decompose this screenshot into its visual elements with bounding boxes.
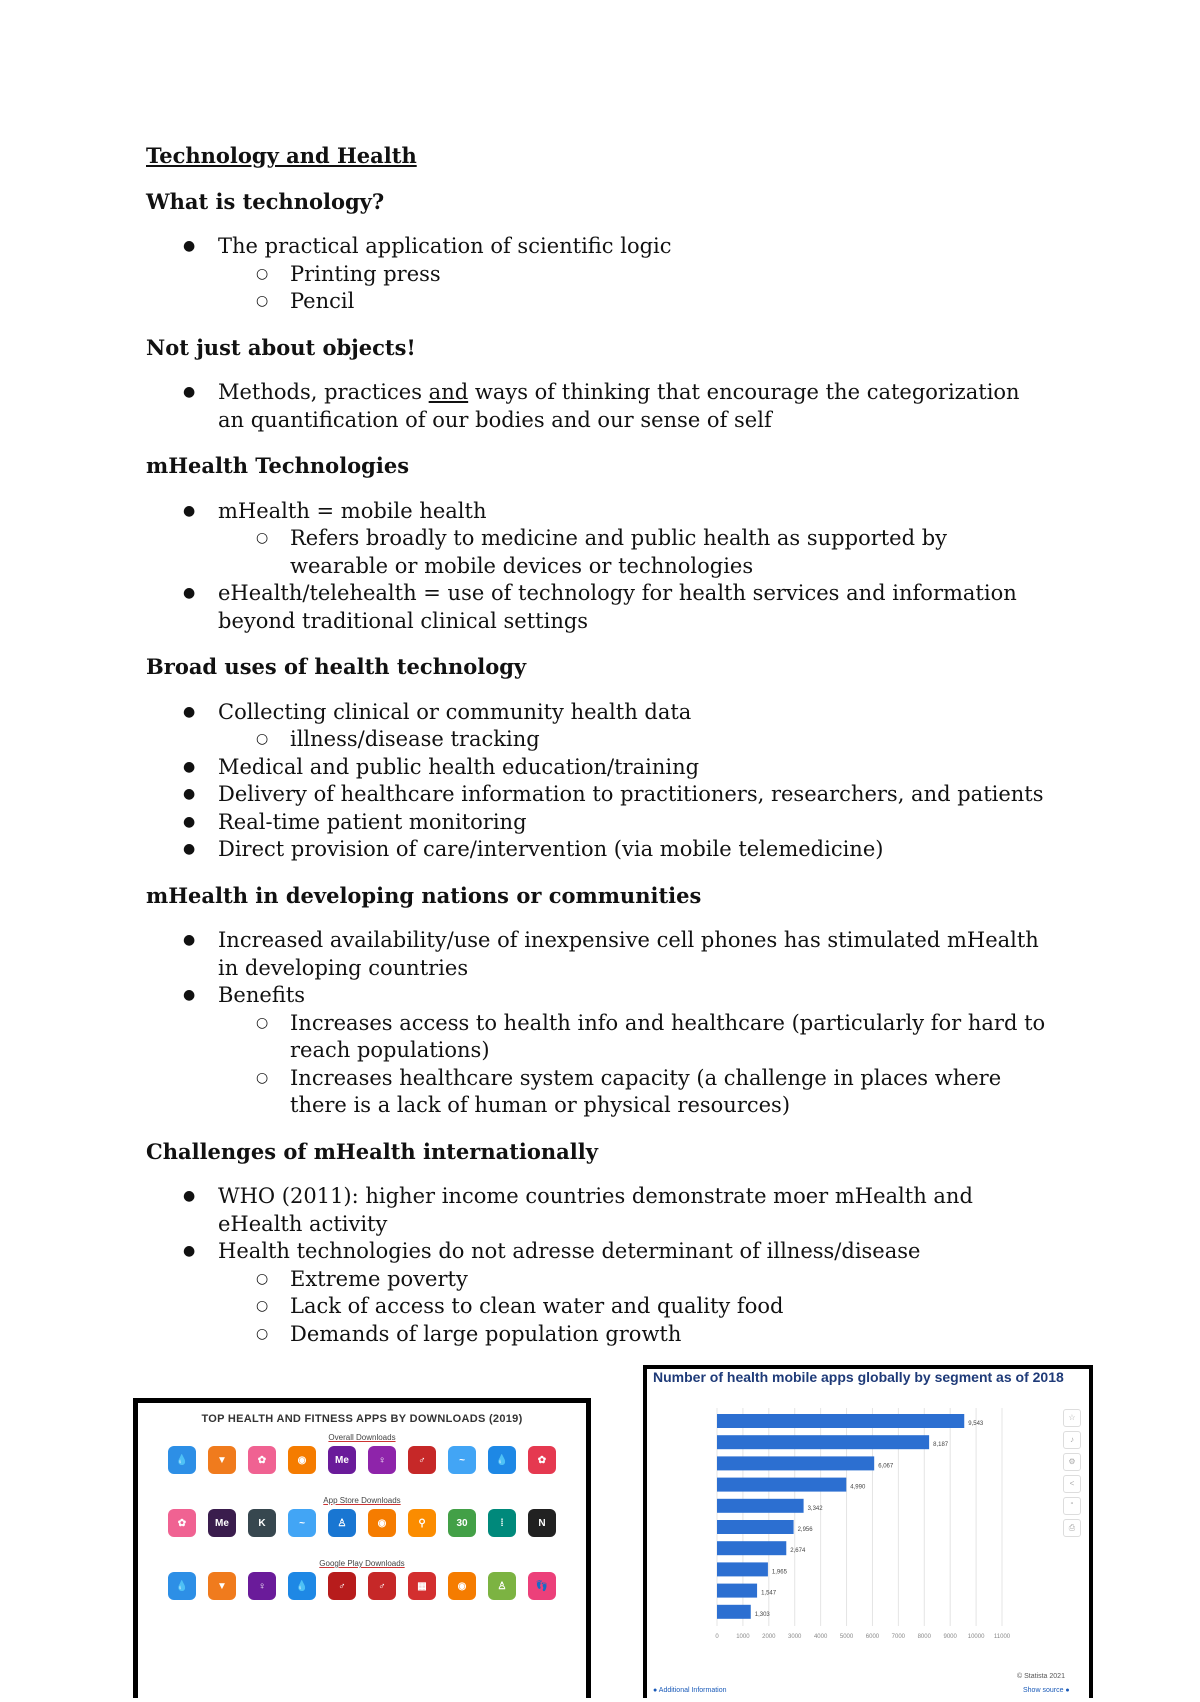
show-source-label: Show source	[1023, 1687, 1064, 1694]
list-item: ● Increased availability/use of inexpensive cell phones has stimulated mHealth in developing countries	[146, 927, 1046, 982]
list-mhealth-technologies	[146, 498, 1046, 636]
section-app-store-downloads: App Store Downloads	[323, 1496, 401, 1505]
app-name	[206, 1476, 239, 1488]
x-tick-label: 11000	[993, 1634, 1011, 1640]
app-tile	[326, 1509, 359, 1551]
app-tile	[286, 1509, 319, 1551]
water-tracker-icon: 💧	[488, 1446, 516, 1474]
bar[interactable]	[717, 1499, 804, 1513]
text-part: Methods, practices	[218, 380, 429, 404]
app-tile	[206, 1446, 239, 1488]
list-item: ○ Increases healthcare system capacity (a challenge in places where there is a lack of human or physical resources)	[146, 1065, 1046, 1120]
app-tile	[366, 1446, 399, 1488]
figure-apps-title: TOP HEALTH AND FITNESS APPS BY DOWNLOADS (2019)	[201, 1413, 523, 1425]
app-name	[526, 1476, 559, 1488]
samsung-health-icon: ♙	[488, 1572, 516, 1600]
list-item: ○ Refers broadly to medicine and public health as supported by wearable or mobile devices or technologies	[146, 525, 1046, 580]
app-tile	[246, 1572, 279, 1614]
bar-value-label: 1,965	[771, 1569, 787, 1576]
text-part: ways of thinking that encourage the categorization an quantification of our bodies and our sense of self	[218, 380, 1020, 432]
chart-title: Number of health mobile apps globally by segment as of 2018	[653, 1369, 1064, 1385]
app-tile	[486, 1509, 519, 1551]
heading-what-is-technology: What is technology?	[146, 188, 385, 214]
betterme-icon: Me	[328, 1446, 356, 1474]
flower-icon: ✿	[248, 1446, 276, 1474]
heading-challenges: Challenges of mHealth internationally	[146, 1138, 598, 1164]
additional-info-label: Additional Information	[658, 1687, 727, 1694]
x-tick-label: 5000	[839, 1634, 854, 1640]
app-name	[246, 1476, 279, 1488]
list-item: ● WHO (2011): higher income countries demonstrate moer mHealth and eHealth activity	[146, 1183, 1046, 1238]
workout-woman-icon: ♀	[368, 1446, 396, 1474]
additional-info-link[interactable]: ● Additional Information	[653, 1687, 727, 1694]
document-title: Technology and Health	[146, 143, 417, 168]
list-item: ○ Demands of large population growth	[146, 1321, 1046, 1349]
keep-icon: K	[248, 1509, 276, 1537]
bar[interactable]	[717, 1562, 768, 1576]
six-pack-icon: ▦	[408, 1572, 436, 1600]
thirty-days-icon: 30	[448, 1509, 476, 1537]
list-what-is-technology	[146, 233, 1046, 316]
app-name	[206, 1602, 239, 1614]
bar[interactable]	[717, 1605, 751, 1619]
gear-icon[interactable]: ⚙	[1063, 1453, 1081, 1471]
list-item: ○ illness/disease tracking	[146, 726, 1046, 754]
app-tile	[326, 1572, 359, 1614]
heading-mhealth-technologies: mHealth Technologies	[146, 453, 410, 478]
app-tile	[446, 1572, 479, 1614]
lose-weight-icon: ♂	[328, 1572, 356, 1600]
list-item: ○ Pencil	[146, 288, 1046, 316]
app-name	[246, 1602, 279, 1614]
carrot-icon: ▼	[208, 1446, 236, 1474]
app-name	[286, 1539, 319, 1551]
band-icon: ◉	[368, 1509, 396, 1537]
app-tile	[166, 1572, 199, 1614]
app-tile	[366, 1509, 399, 1551]
app-name	[326, 1602, 359, 1614]
betterme-icon: Me	[208, 1509, 236, 1537]
heading-developing-nations: mHealth in developing nations or communities	[146, 882, 702, 908]
app-tile	[526, 1572, 559, 1614]
app-tile	[286, 1572, 319, 1614]
list-item: ● The practical application of scientific logic	[146, 233, 1046, 261]
bar[interactable]	[717, 1520, 794, 1534]
app-name	[366, 1602, 399, 1614]
bar[interactable]	[717, 1541, 786, 1555]
x-tick-label: 6000	[865, 1634, 880, 1640]
underlined-word: and	[428, 380, 469, 404]
bar-value-label: 1,303	[754, 1611, 770, 1618]
list-item: ○ Lack of access to clean water and quality food	[146, 1293, 1046, 1321]
band-icon: ◉	[288, 1446, 316, 1474]
calm-icon: ~	[288, 1509, 316, 1537]
app-name	[166, 1602, 199, 1614]
bar[interactable]	[717, 1414, 964, 1428]
app-tile	[526, 1446, 559, 1488]
app-name	[446, 1602, 479, 1614]
bar-value-label: 8,187	[933, 1442, 949, 1449]
show-source-link[interactable]: Show source ●	[1023, 1687, 1070, 1694]
app-tile	[246, 1509, 279, 1551]
app-name	[446, 1539, 479, 1551]
app-tile	[486, 1446, 519, 1488]
app-name	[366, 1476, 399, 1488]
fitbit-icon: ⁞	[488, 1509, 516, 1537]
list-broad-uses	[146, 699, 1046, 864]
app-name	[486, 1602, 519, 1614]
app-tile	[286, 1446, 319, 1488]
print-icon[interactable]: ⎙	[1063, 1519, 1081, 1537]
app-row-overall	[138, 1446, 586, 1488]
bar-value-label: 3,342	[807, 1505, 823, 1512]
app-row-app-store	[138, 1509, 586, 1551]
bar-value-label: 9,543	[968, 1421, 984, 1427]
app-name	[486, 1539, 519, 1551]
section-google-play-downloads: Google Play Downloads	[319, 1559, 405, 1568]
workout-woman-icon: ♀	[248, 1572, 276, 1600]
list-item: ● Direct provision of care/intervention (via mobile telemedicine)	[146, 836, 1046, 864]
list-item: ○ Increases access to health info and healthcare (particularly for hard to reach populations)	[146, 1010, 1046, 1065]
bar-value-label: 2,674	[790, 1548, 806, 1555]
list-item: ● Real-time patient monitoring	[146, 809, 1046, 837]
app-name	[166, 1476, 199, 1488]
list-item: ● Benefits	[146, 982, 1046, 1010]
bar-value-label: 6,067	[878, 1463, 894, 1470]
app-name	[406, 1539, 439, 1551]
app-tile	[326, 1446, 359, 1488]
bar[interactable]	[717, 1456, 874, 1470]
flower-icon: ✿	[168, 1509, 196, 1537]
app-tile	[246, 1446, 279, 1488]
app-name	[286, 1476, 319, 1488]
share-icon[interactable]: <	[1063, 1475, 1081, 1493]
heading-not-just-objects: Not just about objects!	[146, 334, 416, 360]
app-tile	[206, 1572, 239, 1614]
app-name	[406, 1476, 439, 1488]
app-name	[366, 1539, 399, 1551]
list-not-just-objects	[146, 379, 1046, 434]
app-tile	[486, 1572, 519, 1614]
ping-icon: ⚲	[408, 1509, 436, 1537]
fitness-person-icon: ♙	[328, 1509, 356, 1537]
app-name	[486, 1476, 519, 1488]
quote-icon[interactable]: “	[1063, 1497, 1081, 1515]
bar[interactable]	[717, 1435, 929, 1449]
bar-value-label: 4,990	[850, 1484, 866, 1491]
period-flower-icon: ✿	[528, 1446, 556, 1474]
figure-health-apps-chart	[643, 1365, 1093, 1698]
x-tick-label: 9000	[943, 1634, 957, 1640]
section-overall-downloads: Overall Downloads	[328, 1433, 396, 1442]
app-name	[526, 1539, 559, 1551]
document-body	[146, 142, 1046, 1366]
app-name	[446, 1476, 479, 1488]
x-tick-label: 3000	[788, 1634, 802, 1640]
x-tick-label: 2000	[762, 1634, 776, 1640]
star-icon[interactable]: ☆	[1063, 1409, 1081, 1427]
app-name	[406, 1602, 439, 1614]
list-developing-nations	[146, 927, 1046, 1120]
bar-value-label: 1,547	[761, 1590, 777, 1597]
list-item: ○ Extreme poverty	[146, 1266, 1046, 1294]
bar[interactable]	[717, 1584, 757, 1598]
chart-credit: © Statista 2021	[1017, 1673, 1065, 1680]
nrc-icon: N	[528, 1509, 556, 1537]
home-workout-icon: ♂	[408, 1446, 436, 1474]
list-challenges	[146, 1183, 1046, 1348]
list-item: ● Medical and public health education/training	[146, 754, 1046, 782]
bar-value-label: 2,956	[797, 1527, 813, 1533]
carrot-icon: ▼	[208, 1572, 236, 1600]
x-tick-label: 0	[715, 1634, 719, 1640]
app-tile	[446, 1446, 479, 1488]
app-tile	[526, 1509, 559, 1551]
app-tile	[366, 1572, 399, 1614]
app-name	[166, 1539, 199, 1551]
x-tick-label: 10000	[967, 1634, 985, 1640]
app-tile	[406, 1509, 439, 1551]
water-drop-icon: 💧	[168, 1572, 196, 1600]
figure-top-apps	[133, 1398, 591, 1698]
list-item: ● Health technologies do not adresse determinant of illness/disease	[146, 1238, 1046, 1266]
app-tile	[206, 1509, 239, 1551]
bar[interactable]	[717, 1478, 846, 1492]
water-tracker-icon: 💧	[288, 1572, 316, 1600]
list-item: ● mHealth = mobile health	[146, 498, 1046, 526]
app-name	[286, 1602, 319, 1614]
x-tick-label: 7000	[891, 1634, 906, 1640]
app-tile	[446, 1509, 479, 1551]
calm-icon: ~	[448, 1446, 476, 1474]
bell-icon[interactable]: ♪	[1063, 1431, 1081, 1449]
water-drop-icon: 💧	[168, 1446, 196, 1474]
app-name	[246, 1539, 279, 1551]
heading-broad-uses: Broad uses of health technology	[146, 654, 527, 679]
list-item: ● eHealth/telehealth = use of technology for health services and information beyond traditional clinical settings	[146, 580, 1046, 635]
list-item: ● Delivery of healthcare information to practitioners, researchers, and patients	[146, 781, 1046, 809]
bar-chart	[647, 1369, 1089, 1702]
step-counter-icon: 👣	[528, 1572, 556, 1600]
list-item: ● Collecting clinical or community health data	[146, 699, 1046, 727]
list-item	[146, 379, 1046, 434]
x-tick-label: 8000	[917, 1634, 931, 1640]
home-workout-icon: ♂	[368, 1572, 396, 1600]
app-tile	[406, 1572, 439, 1614]
app-tile	[166, 1509, 199, 1551]
band-icon: ◉	[448, 1572, 476, 1600]
app-name	[326, 1476, 359, 1488]
app-name	[526, 1602, 559, 1614]
x-tick-label: 4000	[813, 1634, 828, 1640]
list-item: ○ Printing press	[146, 261, 1046, 289]
app-name	[326, 1539, 359, 1551]
app-tile	[406, 1446, 439, 1488]
app-name	[206, 1539, 239, 1551]
app-row-google-play	[138, 1572, 586, 1614]
app-tile	[166, 1446, 199, 1488]
x-tick-label: 1000	[736, 1634, 750, 1640]
